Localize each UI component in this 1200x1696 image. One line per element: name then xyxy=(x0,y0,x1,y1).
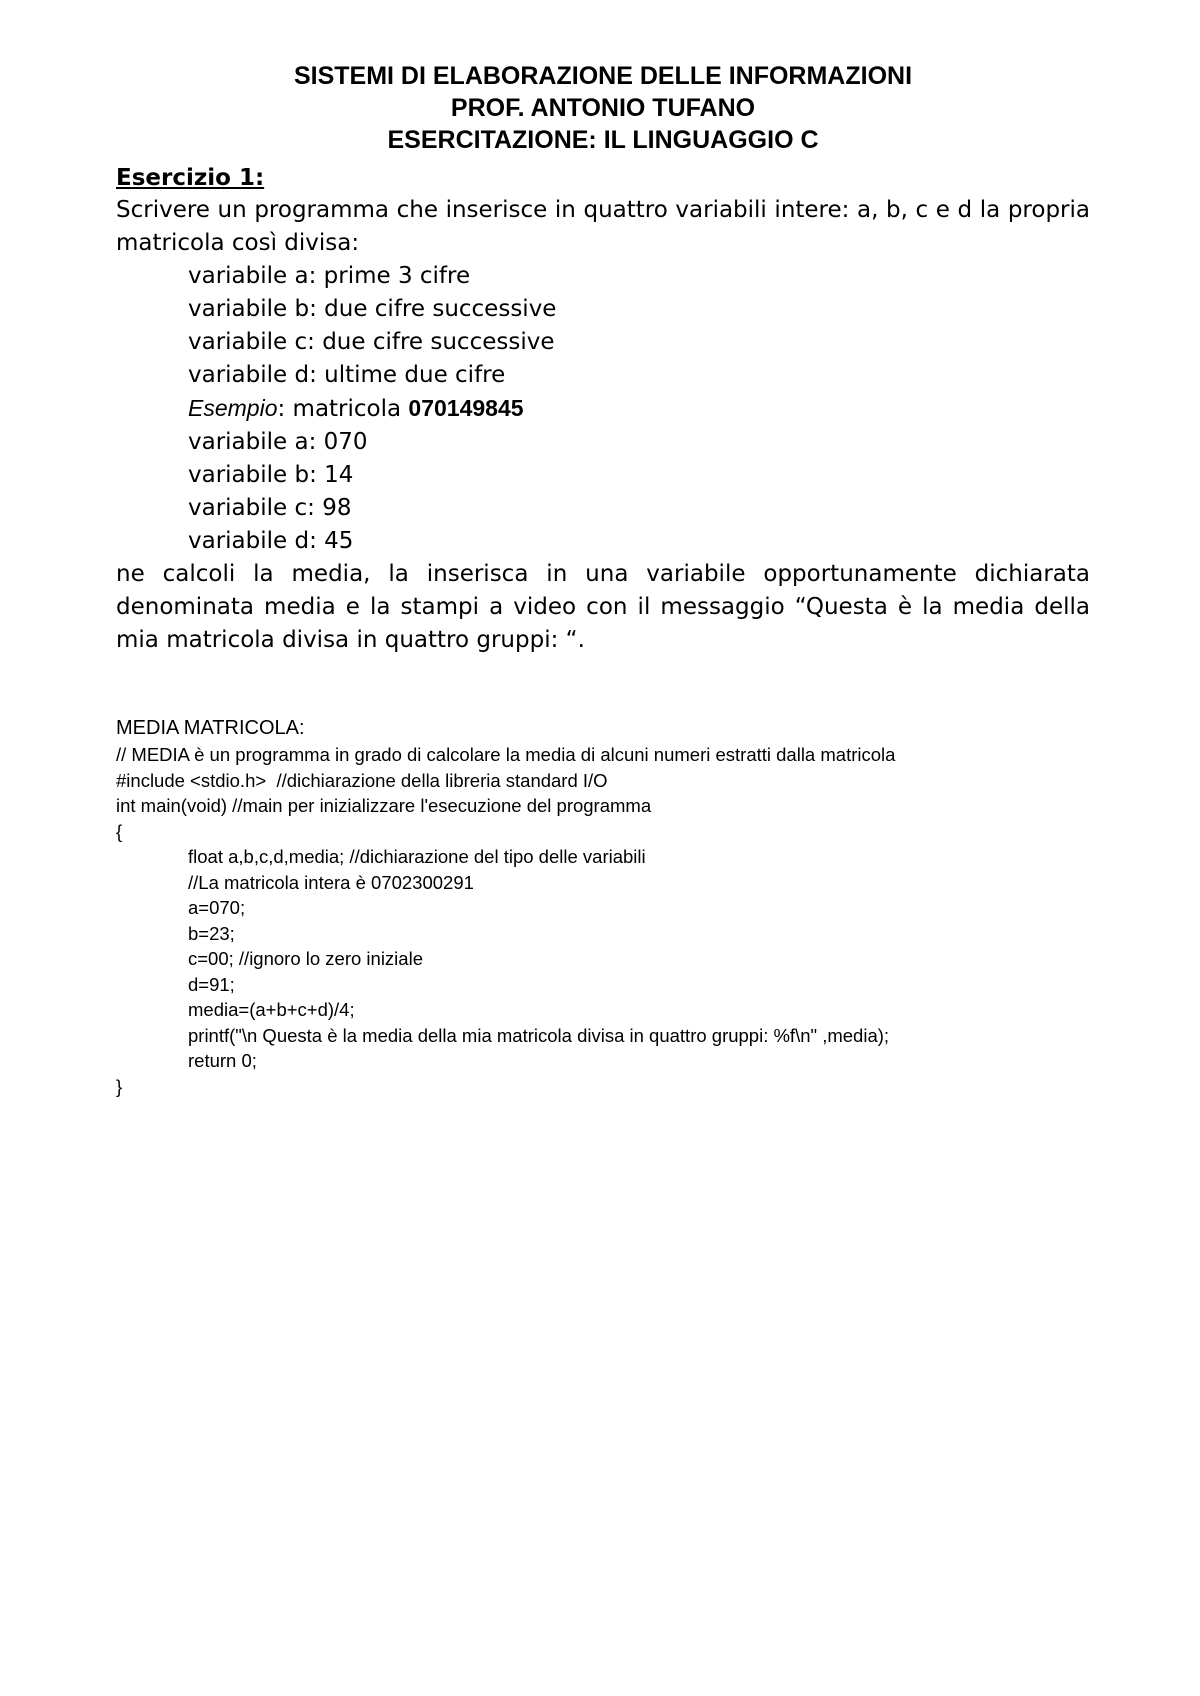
code-section xyxy=(116,715,1090,1099)
professor-name: PROF. ANTONIO TUFANO xyxy=(450,94,756,122)
code-line: #include <stdio.h> //dichiarazione della libreria standard I/O xyxy=(116,769,608,791)
code-line: a=070; xyxy=(188,897,246,918)
document-header xyxy=(116,60,1090,156)
code-line: //La matricola intera è 0702300291 xyxy=(188,871,474,893)
code-title: MEDIA MATRICOLA: xyxy=(116,717,305,739)
exercise-intro: Scrivere un programma che inserisce in quattro variabili intere: a, b, c e d la propria matricola così divisa: xyxy=(116,197,1090,256)
rules-list xyxy=(116,260,1090,392)
code-line: c=00; //ignoro lo zero iniziale xyxy=(188,948,423,969)
rule-item: variabile c: due cifre successive xyxy=(188,329,555,355)
rule-item: variabile a: prime 3 cifre xyxy=(188,263,471,289)
code-line: b=23; xyxy=(188,922,235,944)
example-value: variabile c: 98 xyxy=(188,495,352,521)
exercise-title: Esercizio 1: xyxy=(116,165,265,191)
example-number: 070149845 xyxy=(408,395,524,421)
code-line: // MEDIA è un programma in grado di calcolare la media di alcuni numeri estratti dalla matricola xyxy=(116,744,896,765)
code-line: return 0; xyxy=(188,1050,257,1071)
assignment-title: ESERCITAZIONE: IL LINGUAGGIO C xyxy=(387,126,819,154)
code-line: d=91; xyxy=(188,973,235,995)
example-value: variabile a: 070 xyxy=(188,429,368,455)
course-title: SISTEMI DI ELABORAZIONE DELLE INFORMAZIONI xyxy=(293,62,913,90)
example-line xyxy=(116,392,1090,426)
example-value: variabile b: 14 xyxy=(188,462,354,488)
code-line: int main(void) //main per inizializzare l'esecuzione del programma xyxy=(116,795,652,816)
exercise-outro: ne calcoli la media, la inserisca in una variabile opportunamente dichiarata denominata media e la stampi a video con il messaggio “Questa è la media della mia matricola divisa in quattro gruppi: “. xyxy=(116,561,1090,653)
example-values-list xyxy=(116,426,1090,558)
example-value: variabile d: 45 xyxy=(188,528,354,554)
code-line: printf("\n Questa è la media della mia matricola divisa in quattro gruppi: %f\n" ,media); xyxy=(188,1024,890,1046)
example-label: Esempio xyxy=(188,395,278,421)
example-text: : matricola xyxy=(277,396,409,422)
code-line: float a,b,c,d,media; //dichiarazione del tipo delle variabili xyxy=(188,846,646,867)
rule-item: variabile d: ultime due cifre xyxy=(188,362,506,388)
code-line: } xyxy=(116,1075,123,1097)
code-line: { xyxy=(116,820,123,842)
rule-item: variabile b: due cifre successive xyxy=(188,296,557,322)
code-line: media=(a+b+c+d)/4; xyxy=(188,999,355,1020)
